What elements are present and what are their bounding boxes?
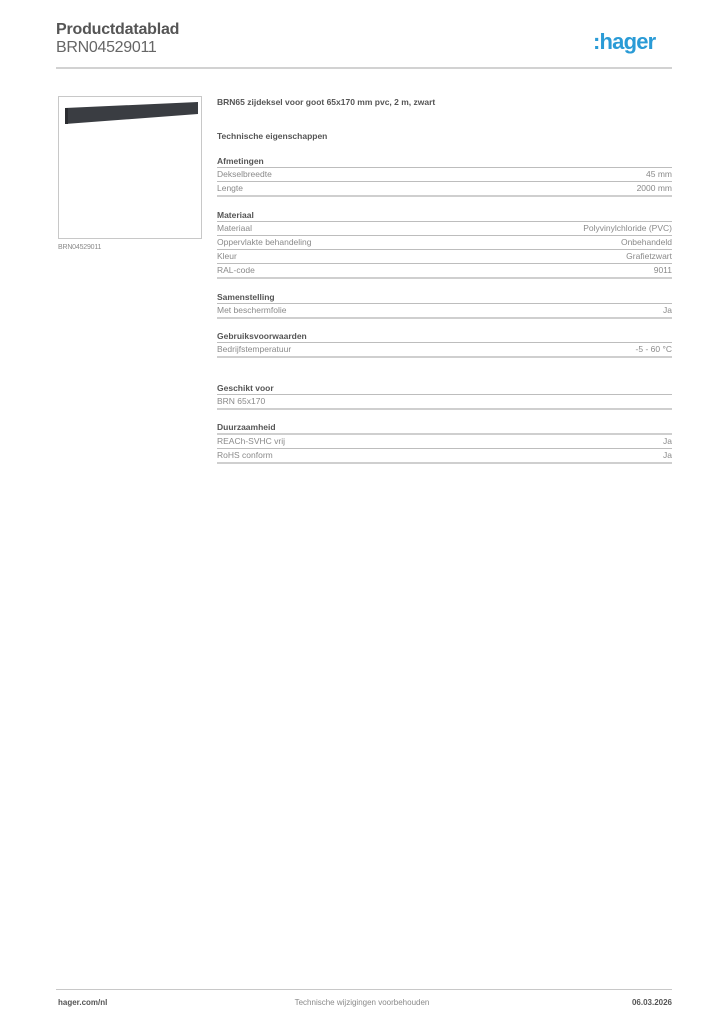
spec-label: Oppervlakte behandeling <box>217 237 312 247</box>
spec-row <box>217 168 672 182</box>
spec-row <box>217 236 672 250</box>
spec-value: Ja <box>663 305 672 315</box>
spec-value: Ja <box>663 450 672 460</box>
spec-row <box>217 343 672 358</box>
footer-divider <box>56 989 672 990</box>
spec-row <box>217 435 672 449</box>
spec-label: Lengte <box>217 183 243 193</box>
section-usage-conditions <box>217 330 672 358</box>
spec-row <box>217 304 672 319</box>
spec-row <box>217 182 672 197</box>
section-material <box>217 209 672 279</box>
spec-row <box>217 222 672 236</box>
technical-properties-heading: Technische eigenschappen <box>217 131 328 141</box>
spec-value: 45 mm <box>646 169 672 179</box>
header-title: Productdatablad <box>56 21 180 38</box>
spec-label: RAL-code <box>217 265 255 275</box>
spec-label: Kleur <box>217 251 237 261</box>
section-heading: Samenstelling <box>217 291 672 304</box>
spec-value: -5 - 60 °C <box>635 344 672 354</box>
spec-row <box>217 250 672 264</box>
spec-value: Polyvinylchloride (PVC) <box>583 223 672 233</box>
product-image-frame <box>58 96 202 239</box>
spec-value: Ja <box>663 436 672 446</box>
section-sustainability <box>217 421 672 464</box>
spec-value: Grafietzwart <box>626 251 672 261</box>
spec-label: Materiaal <box>217 223 252 233</box>
section-heading: Duurzaamheid <box>217 421 672 435</box>
section-dimensions <box>217 155 672 197</box>
section-heading: Afmetingen <box>217 155 672 168</box>
section-heading: Materiaal <box>217 209 672 222</box>
section-composition <box>217 291 672 319</box>
product-title: BRN65 zijdeksel voor goot 65x170 mm pvc, 2 m, zwart <box>217 97 436 107</box>
spec-row <box>217 264 672 279</box>
spec-value: 2000 mm <box>636 183 672 193</box>
spec-row <box>217 395 672 410</box>
footer-disclaimer: Technische wijzigingen voorbehouden <box>294 998 430 1007</box>
spec-value: Onbehandeld <box>620 237 672 247</box>
spec-label: Met beschermfolie <box>217 305 287 315</box>
spec-row <box>217 449 672 464</box>
image-caption: BRN04529011 <box>58 244 102 251</box>
header-divider <box>56 67 672 69</box>
spec-label: Bedrijfstemperatuur <box>217 344 292 354</box>
spec-label: RoHS conform <box>217 450 273 460</box>
footer-date: 06.03.2026 <box>631 998 672 1007</box>
product-image-side-cover-icon <box>63 102 198 124</box>
spec-label: REACh-SVHC vrij <box>217 436 286 446</box>
section-suitable-for <box>217 382 672 410</box>
spec-label: BRN 65x170 <box>217 396 266 406</box>
spec-value: 9011 <box>653 265 672 275</box>
section-heading: Gebruiksvoorwaarden <box>217 330 672 343</box>
section-heading: Geschikt voor <box>217 382 672 395</box>
product-code: BRN04529011 <box>56 39 157 56</box>
spec-label: Dekselbreedte <box>217 169 272 179</box>
hager-logo: :hager <box>593 29 656 54</box>
footer-website-link[interactable]: hager.com/nl <box>58 998 108 1007</box>
